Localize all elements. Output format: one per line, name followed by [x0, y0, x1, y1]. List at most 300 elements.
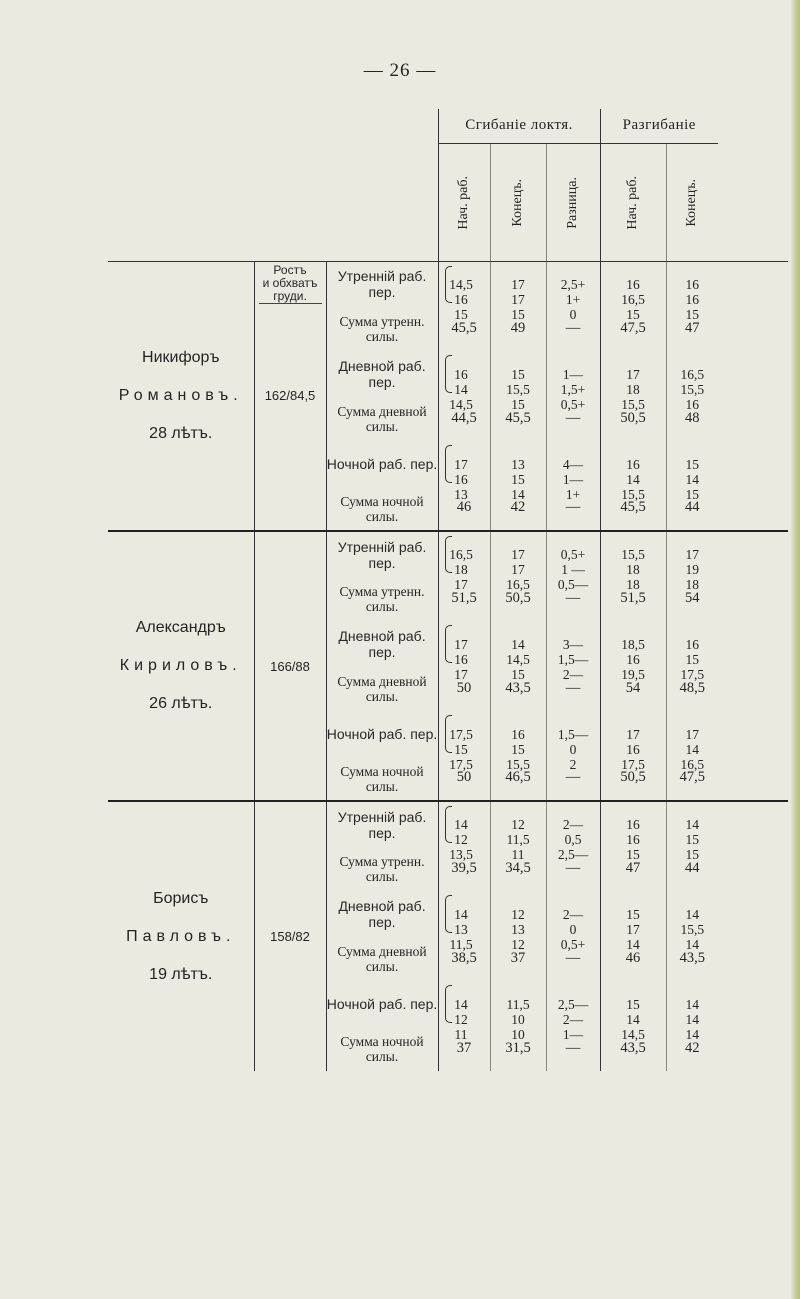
value: 16,5 — [680, 756, 705, 772]
value: 15,5 — [621, 547, 645, 562]
value-stack — [547, 726, 600, 772]
period-label: Дневной раб. пер. — [326, 891, 438, 937]
value: 0,5+ — [560, 936, 586, 952]
value: 12 — [511, 906, 525, 922]
sum-value: 47 — [600, 847, 666, 891]
value: 17 — [685, 726, 700, 742]
value: 14 — [685, 817, 700, 832]
value: 15 — [511, 471, 525, 487]
value-cell — [666, 981, 718, 1042]
value: 16 — [626, 651, 640, 667]
value-stack — [601, 726, 666, 772]
value: 14,5 — [449, 396, 473, 412]
sum-label: Сумма утренн. силы. — [326, 577, 438, 621]
sum-label: Сумма дневной силы. — [326, 667, 438, 711]
value: 2— — [562, 1011, 584, 1027]
brace-mark — [445, 266, 452, 304]
value-stack — [667, 906, 719, 952]
value: 15 — [685, 832, 700, 847]
value-stack — [601, 906, 666, 952]
value: 14 — [626, 1011, 640, 1027]
value: 14 — [454, 381, 468, 397]
value-cell — [600, 711, 666, 772]
col-end-flex: Конецъ. — [510, 179, 526, 227]
value: 1 — — [561, 562, 585, 577]
value: 16 — [685, 276, 700, 292]
value: 14 — [685, 471, 700, 487]
value: 18 — [626, 562, 640, 577]
column-header-row — [108, 143, 788, 261]
value-stack — [547, 636, 600, 682]
height-girth-header-line: и обхватъ — [262, 275, 318, 290]
value: 16 — [454, 651, 468, 667]
sum-label: Сумма утренн. силы. — [326, 307, 438, 351]
sum-value: 45,5 — [438, 307, 490, 351]
value: 13 — [454, 486, 468, 502]
value: 19 — [685, 562, 700, 577]
value: 17 — [454, 636, 468, 652]
age: 19 лѣтъ. — [149, 965, 213, 983]
height-girth-value: 166/88 — [270, 658, 310, 674]
value: 16 — [626, 276, 640, 292]
value: 17,5 — [449, 726, 473, 742]
col-end-ext: Конецъ. — [684, 179, 700, 227]
value-cell — [546, 801, 600, 862]
value: 17 — [685, 547, 700, 562]
value: 14 — [454, 817, 468, 832]
value: 16 — [685, 396, 700, 412]
first-name: Александръ — [135, 619, 226, 636]
value: 14 — [454, 906, 468, 922]
surname: Павловъ. — [126, 927, 236, 945]
value-cell — [490, 351, 546, 412]
value: 16 — [626, 817, 640, 832]
sum-value: 48,5 — [666, 667, 718, 711]
sum-value: 42 — [490, 487, 546, 531]
value-cell — [490, 891, 546, 952]
height-girth-value: 162/84,5 — [264, 388, 316, 404]
sum-value: 37 — [490, 937, 546, 981]
value-cell — [438, 261, 490, 322]
value: 3— — [562, 636, 584, 652]
sum-label: Сумма дневной силы. — [326, 937, 438, 981]
value: 15 — [626, 906, 640, 922]
value-cell — [490, 261, 546, 322]
value: 15 — [511, 666, 525, 682]
value-cell — [490, 981, 546, 1042]
value-cell — [546, 621, 600, 682]
brace-mark — [445, 806, 452, 843]
value-cell — [438, 351, 490, 412]
value-cell — [666, 441, 718, 502]
value: 1+ — [565, 486, 581, 502]
extension-header: Разгибаніе — [600, 109, 718, 143]
value: 15 — [511, 366, 525, 382]
value: 16 — [454, 366, 468, 382]
period-row — [108, 531, 788, 577]
height-girth — [254, 531, 326, 801]
surname: Романовъ. — [118, 386, 243, 404]
age: 26 лѣтъ. — [149, 695, 213, 712]
value: 15 — [511, 306, 525, 322]
value: 12 — [454, 832, 468, 847]
value: 16,5 — [506, 577, 530, 592]
brace-mark — [445, 536, 452, 573]
value: 15 — [685, 456, 700, 472]
value: 15,5 — [506, 756, 530, 772]
value-stack — [667, 636, 719, 682]
value: 2— — [562, 906, 584, 922]
value-cell — [600, 891, 666, 952]
value-cell — [546, 531, 600, 592]
value-cell — [438, 531, 490, 592]
sum-value: 54 — [600, 667, 666, 711]
sum-value: 46 — [438, 487, 490, 531]
period-label: Дневной раб. пер. — [326, 351, 438, 397]
value-stack — [601, 996, 666, 1042]
sum-value: 48 — [666, 397, 718, 441]
value-stack — [491, 996, 546, 1042]
page-edge — [790, 0, 800, 1299]
page-number: — 26 — — [363, 60, 437, 81]
value-cell — [490, 801, 546, 862]
value-cell — [438, 981, 490, 1042]
person-name — [108, 801, 254, 1071]
value-cell — [438, 621, 490, 682]
value: 15 — [685, 306, 700, 322]
value: 18 — [454, 562, 468, 577]
value: 15 — [685, 651, 700, 667]
sum-value: — — [546, 577, 600, 621]
sum-value: 45,5 — [490, 397, 546, 441]
value: 13 — [511, 921, 525, 937]
value: 12 — [454, 1011, 468, 1027]
value: 0,5— — [557, 577, 589, 592]
value-cell — [438, 441, 490, 502]
value-cell — [600, 441, 666, 502]
value: 14 — [454, 996, 468, 1012]
value: 13 — [511, 456, 525, 472]
brace-mark — [445, 895, 452, 933]
value: 0,5 — [564, 832, 582, 847]
value-stack — [491, 276, 546, 322]
sum-value: 46,5 — [490, 757, 546, 801]
height-girth — [254, 261, 326, 531]
sum-value: 43,5 — [490, 667, 546, 711]
value: 1— — [562, 471, 584, 487]
value-stack — [491, 906, 546, 952]
sum-value: 42 — [666, 1027, 718, 1071]
value-stack — [491, 547, 546, 592]
value: 15,5 — [506, 381, 530, 397]
value-cell — [546, 351, 600, 412]
value: 0 — [569, 921, 577, 937]
value: 13 — [454, 921, 468, 937]
value: 15 — [685, 486, 700, 502]
sum-value: 54 — [666, 577, 718, 621]
period-row — [108, 801, 788, 847]
value: 17 — [511, 291, 525, 307]
value: 15 — [685, 847, 700, 862]
value: 11,5 — [506, 832, 530, 847]
value: 1— — [562, 366, 584, 382]
period-label: Ночной раб. пер. — [326, 711, 438, 757]
value: 14 — [685, 741, 700, 757]
value: 2— — [562, 666, 584, 682]
value-cell — [600, 981, 666, 1042]
sum-label: Сумма ночной силы. — [326, 757, 438, 801]
value: 2— — [562, 817, 584, 832]
value-stack — [491, 817, 546, 862]
value: 15,5 — [621, 396, 645, 412]
sum-value: 43,5 — [666, 937, 718, 981]
value-stack — [547, 276, 600, 322]
value: 2,5+ — [560, 276, 586, 292]
value: 4— — [562, 456, 584, 472]
value-stack — [601, 636, 666, 682]
value: 2,5— — [557, 847, 589, 862]
value: 19,5 — [621, 666, 645, 682]
value: 14 — [685, 936, 700, 952]
value: 1,5— — [557, 651, 589, 667]
value-stack — [547, 906, 600, 952]
value-cell — [438, 801, 490, 862]
value-cell — [546, 981, 600, 1042]
sum-value: 46 — [600, 937, 666, 981]
value-cell — [666, 261, 718, 322]
value: 2,5— — [557, 996, 589, 1012]
sum-value: 51,5 — [600, 577, 666, 621]
value: 17,5 — [449, 756, 473, 772]
sum-value: — — [546, 487, 600, 531]
value-cell — [600, 801, 666, 862]
value: 12 — [511, 817, 525, 832]
sum-label: Сумма утренн. силы. — [326, 847, 438, 891]
value-stack — [667, 456, 719, 502]
sum-value: 34,5 — [490, 847, 546, 891]
flexion-header: Сгибаніе локтя. — [438, 109, 600, 143]
period-label: Ночной раб. пер. — [326, 981, 438, 1027]
sum-value: — — [546, 847, 600, 891]
col-start-flex: Нач. раб. — [456, 176, 472, 230]
value-stack — [491, 636, 546, 682]
sum-value: 44 — [666, 487, 718, 531]
value: 16 — [454, 471, 468, 487]
value: 0 — [569, 741, 577, 757]
value: 1— — [562, 1026, 584, 1042]
sum-value: 47,5 — [666, 757, 718, 801]
value: 16 — [454, 291, 468, 307]
value-stack — [547, 996, 600, 1042]
value: 16 — [626, 456, 640, 472]
value: 17 — [511, 276, 525, 292]
value: 2 — [569, 756, 577, 772]
value-stack — [601, 547, 666, 592]
value: 14,5 — [449, 276, 473, 292]
value: 14 — [685, 996, 700, 1012]
strength-table — [108, 109, 788, 1071]
value: 16 — [685, 636, 700, 652]
value-stack — [667, 726, 719, 772]
value-cell — [490, 711, 546, 772]
value: 10 — [511, 1011, 525, 1027]
sum-label: Сумма ночной силы. — [326, 1027, 438, 1071]
value-cell — [666, 711, 718, 772]
value: 17 — [454, 456, 468, 472]
value: 15,5 — [680, 381, 705, 397]
value: 13,5 — [449, 847, 473, 862]
value: 14 — [511, 486, 525, 502]
period-label: Утренній раб. пер. — [326, 801, 438, 847]
sum-value: — — [546, 1027, 600, 1071]
period-label: Ночной раб. пер. — [326, 441, 438, 487]
value: 14,5 — [621, 1026, 645, 1042]
value: 15 — [626, 306, 640, 322]
value-stack — [491, 726, 546, 772]
value: 18 — [685, 577, 700, 592]
group-header-row — [108, 109, 788, 143]
brace-mark — [445, 715, 452, 753]
sum-value: 50,5 — [600, 397, 666, 441]
first-name: Никифоръ — [142, 348, 220, 366]
value: 17 — [454, 666, 468, 682]
period-label: Дневной раб. пер. — [326, 621, 438, 667]
surname: Кириловъ. — [119, 657, 242, 674]
sum-value: 38,5 — [438, 937, 490, 981]
value: 0,5+ — [560, 396, 586, 412]
sum-value: — — [546, 307, 600, 351]
value: 14 — [511, 636, 525, 652]
value-cell — [438, 711, 490, 772]
value-cell — [546, 441, 600, 502]
value-stack — [667, 366, 719, 412]
value: 14,5 — [506, 651, 530, 667]
value: 17 — [626, 366, 640, 382]
value: 15 — [626, 996, 640, 1012]
period-label: Утренній раб. пер. — [326, 531, 438, 577]
sum-value: 37 — [438, 1027, 490, 1071]
value: 12 — [511, 936, 525, 952]
value-cell — [666, 351, 718, 412]
value-stack — [667, 547, 719, 592]
sum-value: 39,5 — [438, 847, 490, 891]
age: 28 лѣтъ. — [149, 424, 213, 442]
sum-value: 31,5 — [490, 1027, 546, 1071]
value-stack — [601, 456, 666, 502]
brace-mark — [445, 985, 452, 1023]
height-girth-header-line: груди. — [259, 290, 322, 304]
value-stack — [667, 996, 719, 1042]
sum-value: — — [546, 757, 600, 801]
value: 14 — [685, 1026, 700, 1042]
value: 10 — [511, 1026, 525, 1042]
value: 15 — [511, 741, 525, 757]
value-cell — [546, 711, 600, 772]
sum-label: Сумма ночной силы. — [326, 487, 438, 531]
value-cell — [666, 531, 718, 592]
value: 0 — [569, 306, 577, 322]
sum-value: 43,5 — [600, 1027, 666, 1071]
value-stack — [547, 547, 600, 592]
sum-value: 44 — [666, 847, 718, 891]
sum-value: — — [546, 937, 600, 981]
sum-value: 50,5 — [600, 757, 666, 801]
height-girth-value: 158/82 — [270, 929, 310, 944]
value-cell — [490, 441, 546, 502]
value-cell — [600, 351, 666, 412]
value-stack — [491, 456, 546, 502]
value-cell — [546, 261, 600, 322]
value-cell — [600, 621, 666, 682]
brace-mark — [445, 355, 452, 393]
value-cell — [666, 621, 718, 682]
value: 0,5+ — [560, 547, 586, 562]
sum-value: 45,5 — [600, 487, 666, 531]
value: 18 — [626, 381, 640, 397]
value: 16 — [685, 291, 700, 307]
value: 11,5 — [449, 936, 473, 952]
value: 17 — [626, 921, 640, 937]
value: 18 — [626, 577, 640, 592]
value-cell — [490, 531, 546, 592]
sum-value: 44,5 — [438, 397, 490, 441]
value-cell — [438, 891, 490, 952]
height-girth-header-line: Ростъ — [273, 262, 307, 277]
value-stack — [667, 817, 719, 862]
value: 16 — [626, 832, 640, 847]
sum-value: 47,5 — [600, 307, 666, 351]
value: 17,5 — [680, 666, 705, 682]
sum-value: 51,5 — [438, 577, 490, 621]
brace-mark — [445, 445, 452, 483]
height-girth-header — [255, 264, 326, 304]
value: 1,5+ — [560, 381, 586, 397]
value: 17 — [511, 562, 525, 577]
sum-value: 49 — [490, 307, 546, 351]
col-start-ext: Нач. раб. — [625, 176, 641, 230]
value: 16,5 — [621, 291, 645, 307]
person-name — [108, 531, 254, 801]
value-cell — [600, 531, 666, 592]
value: 14 — [626, 936, 640, 952]
value: 11,5 — [506, 996, 530, 1012]
sum-value: 50,5 — [490, 577, 546, 621]
value: 1,5— — [557, 726, 589, 742]
value: 17,5 — [621, 756, 645, 772]
col-diff-flex: Разница. — [565, 177, 581, 229]
value: 1+ — [565, 291, 581, 307]
value: 16 — [511, 726, 525, 742]
value: 15,5 — [621, 486, 645, 502]
value-cell — [666, 891, 718, 952]
value-cell — [546, 891, 600, 952]
person-name — [108, 261, 254, 531]
height-girth — [254, 801, 326, 1071]
value: 16,5 — [449, 547, 473, 562]
sum-value: 50 — [438, 667, 490, 711]
value: 16,5 — [680, 366, 705, 382]
sum-value: 50 — [438, 757, 490, 801]
value: 16 — [626, 741, 640, 757]
value: 15 — [511, 396, 525, 412]
value-stack — [547, 456, 600, 502]
value: 11 — [454, 1026, 468, 1042]
value-stack — [547, 817, 600, 862]
value: 15 — [454, 306, 468, 322]
brace-mark — [445, 625, 452, 663]
value: 15,5 — [680, 921, 705, 937]
sum-value: 47 — [666, 307, 718, 351]
